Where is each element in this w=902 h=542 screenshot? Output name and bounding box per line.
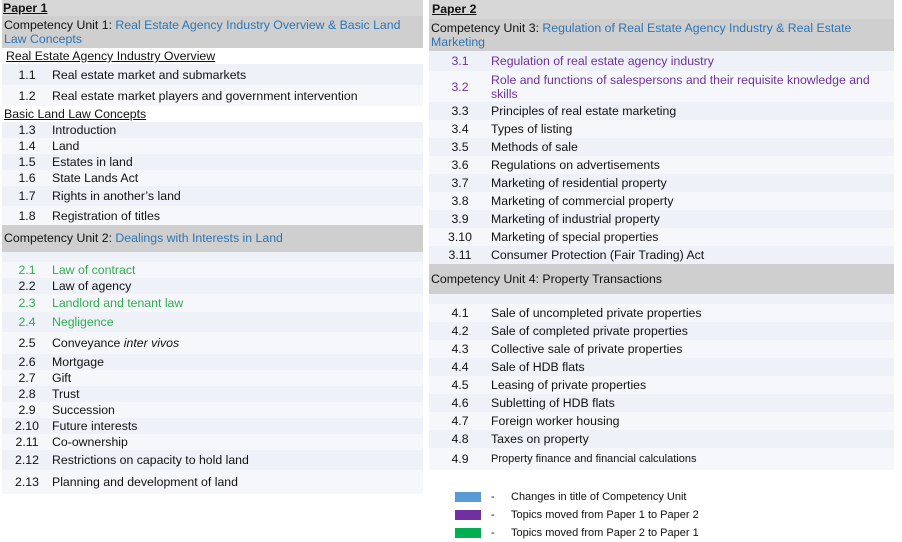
list-item: [2, 186, 423, 206]
section-a-list: [2, 64, 423, 106]
item-number: 4.9: [451, 452, 469, 466]
list-item: [2, 154, 423, 170]
list-item: [2, 85, 423, 106]
legend-label: Changes in title of Competency Unit: [511, 491, 687, 503]
item-text: Marketing of industrial property: [491, 212, 660, 226]
list-item: [2, 170, 423, 186]
legend-swatch-blue: [455, 492, 481, 502]
list-item: [429, 358, 894, 376]
item-number: 4.4: [451, 360, 469, 374]
paper1-column: [2, 0, 423, 494]
item-number: 2.8: [18, 387, 36, 401]
list-item: [429, 412, 894, 430]
item-number: 2.1: [18, 263, 36, 277]
list-item: [2, 354, 423, 370]
item-text: Sale of uncompleted private properties: [491, 306, 702, 320]
item-number: 4.8: [451, 432, 469, 446]
item-text-main: Conveyance: [52, 336, 124, 350]
item-number: 2.7: [18, 371, 36, 385]
item-number: 3.3: [451, 104, 469, 118]
list-item: [2, 402, 423, 418]
list-item: [2, 138, 423, 154]
legend-label: Topics moved from Paper 1 to Paper 2: [511, 509, 699, 521]
item-number: 1.7: [18, 189, 36, 203]
legend-dash: -: [491, 527, 495, 539]
unit2-list: [2, 252, 423, 494]
item-text: Regulations on advertisements: [491, 158, 660, 172]
item-number: 3.10: [448, 230, 472, 244]
item-number: 4.6: [451, 396, 469, 410]
legend-dash: -: [491, 491, 495, 503]
item-number: 3.11: [448, 248, 472, 262]
list-item: [429, 102, 894, 120]
item-number: 2.4: [18, 315, 36, 329]
item-text: Mortgage: [52, 355, 104, 369]
item-text: [52, 336, 423, 350]
legend-label: Topics moved from Paper 2 to Paper 1: [511, 527, 699, 539]
item-number: 1.6: [18, 171, 36, 185]
item-text: Taxes on property: [491, 432, 589, 446]
item-number: 1.3: [18, 123, 36, 137]
item-number: 2.2: [18, 279, 36, 293]
list-item: [2, 386, 423, 402]
item-number: 3.6: [451, 158, 469, 172]
spacer-row: [429, 294, 894, 304]
paper2-column: [429, 0, 894, 470]
list-item: [429, 340, 894, 358]
item-text: Sale of HDB flats: [491, 360, 585, 374]
item-text: Subletting of HDB flats: [491, 396, 615, 410]
unit1-header: [2, 16, 423, 48]
item-text: Property finance and financial calculations: [491, 453, 697, 465]
section-header-land-law: Basic Land Law Concepts: [2, 106, 423, 122]
list-item: [429, 138, 894, 156]
legend: [455, 488, 699, 542]
unit2-prefix: Competency Unit 2:: [4, 231, 116, 245]
list-item: [2, 418, 423, 434]
item-text: State Lands Act: [52, 171, 139, 185]
item-number: 2.5: [18, 336, 36, 350]
item-number: 1.2: [18, 88, 36, 103]
list-item: [2, 332, 423, 354]
item-text: Co-ownership: [52, 435, 128, 449]
list-item: [2, 470, 423, 494]
legend-item-moved-to-paper1: [455, 524, 699, 542]
unit2-title: Dealings with Interests in Land: [115, 231, 283, 245]
item-text: Trust: [52, 387, 80, 401]
item-text: Role and functions of salespersons and their requisite knowledge and skills: [491, 72, 870, 101]
item-text: Law of contract: [52, 263, 136, 277]
item-text: Methods of sale: [491, 140, 578, 154]
unit3-prefix: Competency Unit 3:: [431, 21, 543, 35]
unit2-header: [2, 225, 423, 252]
item-text: Gift: [52, 371, 72, 385]
list-item: [2, 312, 423, 332]
unit4-title: Property Transactions: [542, 272, 663, 286]
item-text: Succession: [52, 403, 115, 417]
list-item: [429, 51, 894, 71]
list-item: [2, 278, 423, 294]
list-item: [429, 156, 894, 174]
list-item: [2, 64, 423, 85]
unit4-header: [429, 264, 894, 294]
item-text: Regulation of real estate agency industry: [491, 54, 714, 68]
item-number: 4.5: [451, 378, 469, 392]
list-item: [429, 304, 894, 322]
item-number: 4.2: [451, 324, 469, 338]
item-text: Consumer Protection (Fair Trading) Act: [491, 248, 705, 262]
item-text: Leasing of private properties: [491, 378, 647, 392]
list-item: [429, 210, 894, 228]
item-text: Introduction: [52, 123, 117, 137]
item-text: Restrictions on capacity to hold land: [52, 453, 249, 467]
list-item: [429, 448, 894, 470]
item-text: Planning and development of land: [52, 475, 238, 489]
item-number: 1.4: [18, 139, 36, 153]
item-number: 4.1: [451, 306, 469, 320]
item-text: Collective sale of private properties: [491, 342, 683, 356]
item-text: Real estate market and submarkets: [52, 67, 247, 82]
unit3-list: [429, 51, 894, 264]
item-text: Foreign worker housing: [491, 414, 620, 428]
item-text: Future interests: [52, 419, 138, 433]
list-item: [2, 206, 423, 225]
list-item: [429, 376, 894, 394]
item-number: 2.11: [15, 435, 39, 449]
item-number: 3.5: [451, 140, 469, 154]
item-text: Types of listing: [491, 122, 573, 136]
item-number: 3.4: [451, 122, 469, 136]
unit4-list: [429, 294, 894, 470]
legend-swatch-green: [455, 528, 481, 538]
item-number: 3.9: [451, 212, 469, 226]
item-number: 4.3: [451, 342, 469, 356]
item-number: 3.2: [451, 79, 469, 94]
spacer-row: [2, 252, 423, 262]
legend-dash: -: [491, 509, 495, 521]
unit3-title: Regulation of Real Estate Agency Industry & Real Estate Marketing: [431, 21, 852, 49]
list-item: [429, 430, 894, 448]
list-item: [2, 370, 423, 386]
list-item: [429, 228, 894, 246]
list-item: [2, 450, 423, 470]
item-text: Real estate market players and government intervention: [52, 88, 358, 103]
item-number: 2.12: [15, 453, 39, 467]
section-header-industry-overview: Real Estate Agency Industry Overview: [2, 48, 423, 64]
item-text: Marketing of residential property: [491, 176, 667, 190]
item-number: 1.8: [18, 208, 36, 223]
list-item: [2, 434, 423, 450]
item-number: 2.10: [15, 419, 39, 433]
item-number: 1.1: [18, 67, 36, 82]
item-number: 1.5: [18, 155, 36, 169]
item-text: Rights in another’s land: [52, 189, 181, 203]
item-number: 2.6: [18, 355, 36, 369]
item-text-italic: inter vivos: [123, 336, 180, 350]
item-number: 2.13: [15, 475, 39, 489]
item-text: Registration of titles: [52, 208, 160, 223]
list-item: [429, 71, 894, 102]
item-text: Negligence: [52, 315, 114, 329]
item-text: Estates in land: [52, 155, 133, 169]
item-text: Marketing of special properties: [491, 230, 659, 244]
unit1-title: Real Estate Agency Industry Overview & Basic Land Law Concepts: [4, 18, 401, 46]
item-text: Law of agency: [52, 279, 132, 293]
item-text: Principles of real estate marketing: [491, 104, 677, 118]
item-number: 2.9: [18, 403, 36, 417]
unit3-header: [429, 19, 894, 51]
list-item: [2, 122, 423, 138]
item-text: Land: [52, 139, 80, 153]
item-text: Marketing of commercial property: [491, 194, 674, 208]
legend-swatch-purple: [455, 510, 481, 520]
list-item: [2, 294, 423, 312]
legend-item-title-change: [455, 488, 699, 506]
legend-item-moved-to-paper2: [455, 506, 699, 524]
unit1-prefix: Competency Unit 1:: [4, 18, 116, 32]
section-b-list: [2, 122, 423, 225]
paper2-title: Paper 2: [429, 0, 894, 19]
item-text: Sale of completed private properties: [491, 324, 688, 338]
list-item: [429, 192, 894, 210]
item-number: 4.7: [451, 414, 469, 428]
item-text: Landlord and tenant law: [52, 296, 184, 310]
list-item: [429, 394, 894, 412]
list-item: [429, 120, 894, 138]
list-item: [429, 246, 894, 264]
item-number: 3.7: [451, 176, 469, 190]
list-item: [429, 322, 894, 340]
list-item: [2, 262, 423, 278]
item-number: 3.8: [451, 194, 469, 208]
unit4-prefix: Competency Unit 4:: [431, 272, 543, 286]
item-number: 3.1: [451, 54, 469, 68]
list-item: [429, 174, 894, 192]
item-number: 2.3: [18, 296, 36, 310]
paper1-title: Paper 1: [2, 0, 423, 16]
